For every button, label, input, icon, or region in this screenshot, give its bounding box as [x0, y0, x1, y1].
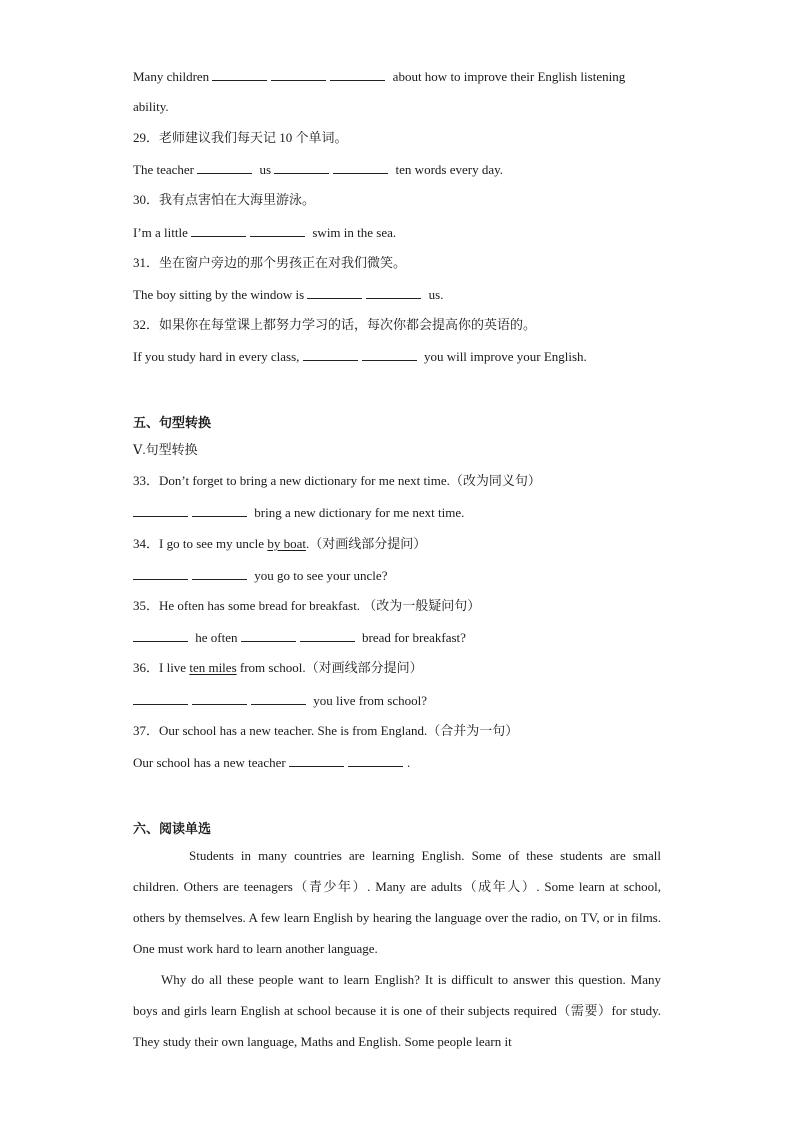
- answer-text: you go to see your uncle?: [254, 568, 388, 583]
- question-32: 32．如果你在每堂课上都努力学习的话，每次你都会提高你的英语的。: [133, 317, 537, 332]
- question-36: [133, 660, 423, 676]
- blank[interactable]: [251, 692, 306, 705]
- blank[interactable]: [133, 504, 188, 517]
- passage-paragraph: Students in many countries are learning English. Some of these students are small children. Others are teenagers（青少年）. Many are adults（成年人）. Some learn at school, others by themselves. A few learn English by hearing the language over the radio, on TV, or in films. One must work hard to learn another language.: [133, 848, 661, 956]
- blank[interactable]: [192, 504, 247, 517]
- underlined-phrase: ten miles: [189, 660, 237, 675]
- blank[interactable]: [191, 224, 246, 237]
- reading-passage: [133, 840, 661, 1057]
- blank[interactable]: [192, 567, 247, 580]
- blank[interactable]: [300, 629, 355, 642]
- question-text: from school.（对画线部分提问）: [239, 660, 423, 675]
- answer-line-37: [133, 754, 410, 771]
- underlined-phrase: by boat: [267, 536, 306, 551]
- answer-line-30: [133, 224, 396, 241]
- blank[interactable]: [366, 286, 421, 299]
- answer-line-28: [133, 68, 625, 85]
- passage-paragraph: Why do all these people want to learn English? It is difficult to answer this question. Many boys and girls learn English at school because it is one of their subjects required（需要）for study. They study their own language, Maths and English. Some people learn it: [133, 972, 661, 1049]
- question-text: 36．I live: [133, 660, 187, 675]
- question-33: 33．Don’t forget to bring a new dictionary for me next time.（改为同义句）: [133, 473, 541, 488]
- blank[interactable]: [133, 629, 188, 642]
- answer-line-35: [133, 629, 466, 646]
- blank[interactable]: [192, 692, 247, 705]
- section-subheading-5: Ⅴ.句型转换: [133, 442, 198, 457]
- blank[interactable]: [241, 629, 296, 642]
- answer-text: bring a new dictionary for me next time.: [254, 505, 465, 520]
- section-heading-6: 六、阅读单选: [133, 822, 212, 837]
- question-35: 35．He often has some bread for breakfast. （改为一般疑问句）: [133, 598, 481, 613]
- blank[interactable]: [274, 161, 329, 174]
- answer-text: The teacher: [133, 162, 194, 177]
- answer-line-28-cont: ability.: [133, 99, 169, 114]
- blank[interactable]: [330, 68, 385, 81]
- blank[interactable]: [250, 224, 305, 237]
- answer-line-36: [133, 692, 427, 709]
- answer-text: Many children: [133, 69, 210, 84]
- question-37: 37．Our school has a new teacher. She is from England.（合并为一句）: [133, 723, 519, 738]
- answer-text: .: [406, 755, 411, 770]
- blank[interactable]: [289, 754, 344, 767]
- question-text: .（对画线部分提问）: [305, 536, 427, 551]
- blank[interactable]: [133, 567, 188, 580]
- answer-line-29: [133, 161, 503, 178]
- answer-text: Our school has a new teacher: [133, 755, 286, 770]
- answer-text: If you study hard in every class,: [133, 349, 300, 364]
- question-text: 34．I go to see my uncle: [133, 536, 265, 551]
- answer-text: us: [259, 162, 272, 177]
- answer-text: I’m a little: [133, 225, 188, 240]
- blank[interactable]: [348, 754, 403, 767]
- blank[interactable]: [333, 161, 388, 174]
- question-34: [133, 536, 426, 552]
- answer-text: you live from school?: [313, 693, 427, 708]
- blank[interactable]: [362, 348, 417, 361]
- answer-line-31: [133, 286, 443, 303]
- answer-text: he often: [195, 630, 238, 645]
- section-heading-5: 五、句型转换: [133, 416, 212, 431]
- blank[interactable]: [197, 161, 252, 174]
- blank[interactable]: [271, 68, 326, 81]
- answer-text: about how to improve their English listening: [392, 69, 626, 84]
- answer-line-33: [133, 504, 464, 521]
- question-31: 31．坐在窗户旁边的那个男孩正在对我们微笑。: [133, 255, 407, 270]
- blank[interactable]: [303, 348, 358, 361]
- answer-text: ten words every day.: [395, 162, 503, 177]
- blank[interactable]: [133, 692, 188, 705]
- answer-line-34: [133, 567, 387, 584]
- answer-line-32: [133, 348, 587, 365]
- answer-text: The boy sitting by the window is: [133, 287, 305, 302]
- blank[interactable]: [307, 286, 362, 299]
- answer-text: bread for breakfast?: [361, 630, 466, 645]
- question-29: 29．老师建议我们每天记 10 个单词。: [133, 130, 348, 145]
- answer-text: us.: [428, 287, 444, 302]
- blank[interactable]: [212, 68, 267, 81]
- answer-text: swim in the sea.: [312, 225, 397, 240]
- answer-text: you will improve your English.: [423, 349, 587, 364]
- question-30: 30．我有点害怕在大海里游泳。: [133, 192, 316, 207]
